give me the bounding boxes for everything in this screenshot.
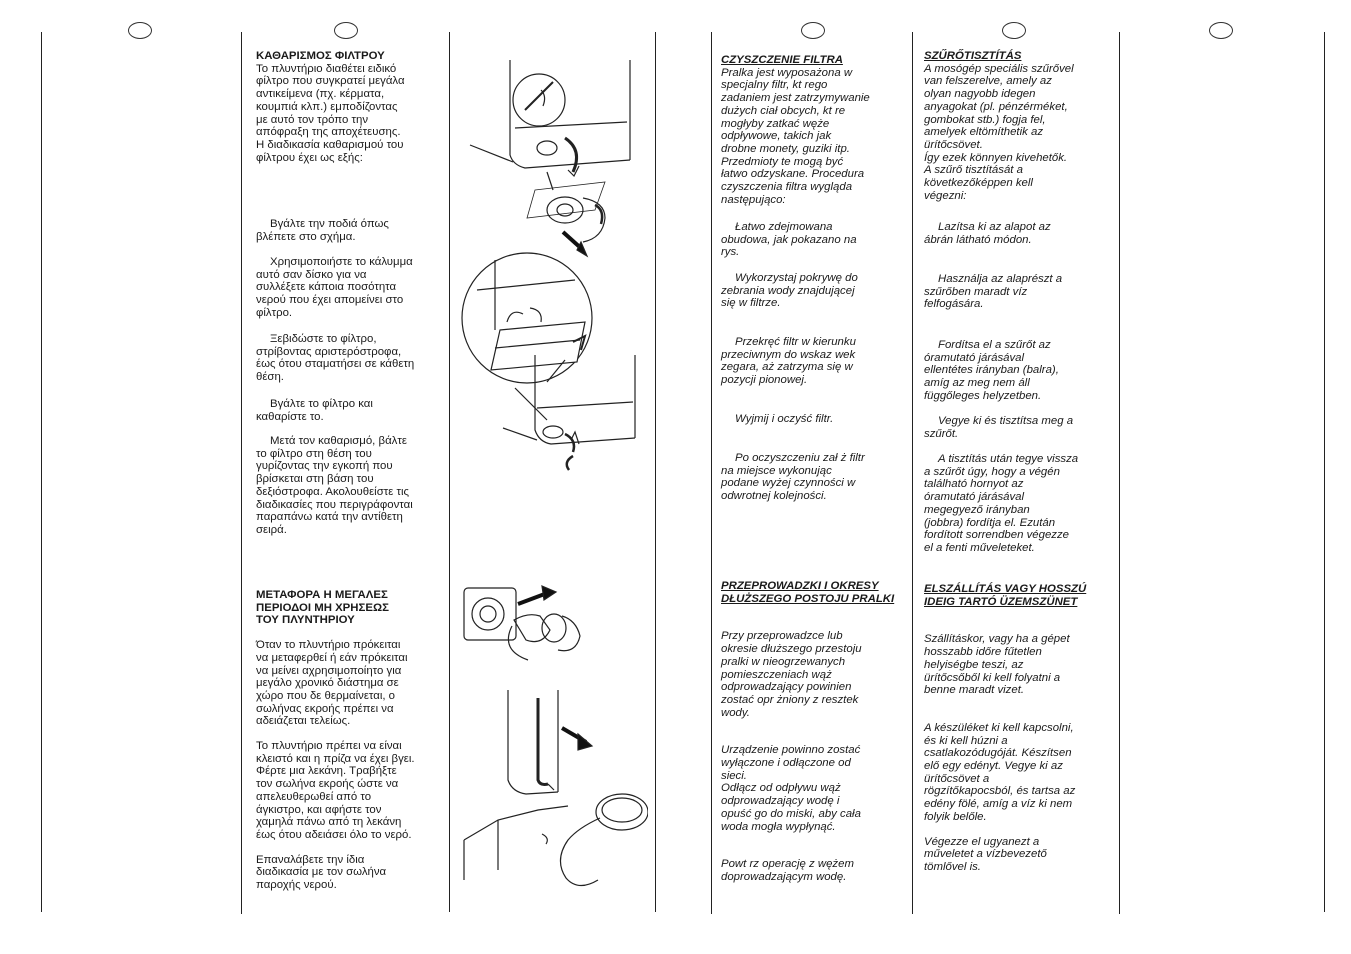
text-line: Vegye ki és tisztítsa meg a (938, 415, 1074, 427)
text-line: ürítőcsövet. (924, 138, 983, 151)
text-line: Urządzenie powinno zostać (721, 744, 861, 757)
text-line: φίλτρο που συγκρατεί μεγάλα (256, 75, 405, 88)
transport-paragraph (256, 639, 438, 728)
text-line: függőleges helyzetben. (924, 389, 1042, 402)
text-line: tömlővel is. (924, 860, 981, 873)
text-line: έως ότου σταματήσει σε κάθετη (256, 358, 415, 371)
text-line: a szűrőt úgy, hogy a végén (924, 465, 1060, 478)
text-line: καθαρίστε το. (256, 410, 324, 423)
polish-step-3 (721, 336, 905, 387)
transport-paragraph (721, 858, 905, 883)
text-line: helyiségbe teszi, az (924, 658, 1024, 671)
text-line: διαδικασίες που περιγράφονται (256, 498, 413, 511)
text-line: νερού που έχει απομείνει στο (256, 294, 404, 307)
step-text (721, 413, 905, 426)
text-line: A mosógép speciális szűrővel (924, 62, 1074, 75)
text-line: czyszczenia filtra wygląda (721, 181, 853, 194)
text-line: κλειστό και η πρίζα να έχει βγει. (256, 752, 415, 765)
column-divider (1324, 32, 1325, 912)
text-line: αδειάζεται τελείως. (256, 715, 351, 728)
text-line: διαδικασία με τον σωλήνα (256, 866, 387, 879)
filter-cleaning-title: CZYSZCZENIE FILTRA (721, 54, 843, 66)
step-text (256, 435, 438, 537)
greek-step-4 (256, 398, 438, 423)
text-line: A szűrő tisztítását a (924, 164, 1023, 177)
text-line: IDEIG TARTÓ ÜZEMSZÜNET (924, 595, 1078, 608)
transport-paragraph (721, 630, 905, 719)
text-line: γυρίζοντας την εγκοπή που (256, 460, 393, 473)
text-line: podane wyżej czynności w (721, 477, 856, 490)
text-line: amelyek eltömíthetik az (924, 126, 1044, 139)
text-line: rögzítőkapocsból, és tartsa az (924, 785, 1076, 798)
column-divider (912, 32, 913, 914)
text-line: okresie dłuższego przestoju (721, 643, 862, 656)
hungarian-column (924, 50, 1110, 202)
text-line: hosszabb időre fűtetlen (924, 646, 1042, 659)
text-line: felfogására. (924, 298, 984, 311)
text-line: σειρά. (256, 523, 287, 536)
step-text (256, 333, 438, 384)
text-line: μεγάλο χρονικό διάστημα σε (256, 677, 399, 690)
text-line: Όταν το πλυντήριο πρόκειται (256, 639, 401, 652)
transport-title (924, 583, 1110, 608)
text-line: έως ότου αδειάσει όλο το νερό. (256, 828, 412, 841)
hungarian-step-2 (924, 273, 1110, 311)
text-line: PRZEPROWADZKI I OKRESY (721, 580, 879, 592)
text-line: Μετά τον καθαρισμό, βάλτε (270, 435, 407, 447)
text-line: zostać opr żniony z resztek (721, 693, 859, 706)
transport-drain-illustration (458, 580, 648, 900)
text-line: Powt rz operację z wężem (721, 858, 854, 871)
text-line: θέση. (256, 371, 284, 384)
text-line: łatwo odzyskane. Procedura (721, 168, 865, 181)
text-line: αυτό σαν δίσκο για να (256, 268, 367, 281)
text-line: óramutató járásával (924, 351, 1025, 364)
text-line: αντικείμενα (πχ. κέρματα, (256, 88, 385, 101)
greek-step-3 (256, 333, 438, 384)
text-line: ürítőcsövet a (924, 772, 990, 785)
step-text (721, 336, 905, 387)
hungarian-step-3 (924, 339, 1110, 403)
text-line: el a fenti műveleteket. (924, 541, 1035, 554)
text-line: Végezze el ugyanezt a (924, 835, 1040, 848)
text-line: olyan nagyobb idegen (924, 88, 1036, 101)
text-line: Przy przeprowadzce lub (721, 630, 843, 643)
text-line: Így ezek könnyen kivehetők. (924, 151, 1068, 164)
text-line: Βγάλτε το φίλτρο και (270, 398, 373, 410)
text-line: szűrőt. (924, 427, 959, 440)
text-line: odwrotnej kolejności. (721, 490, 827, 503)
polish-column (721, 54, 905, 206)
text-line: βρίσκεται στη βάση του (256, 473, 374, 486)
text-line: στρίβοντας αριστερόστροφα, (256, 345, 402, 358)
step-text (924, 339, 1110, 403)
text-line: Przekręć filtr w kierunku (735, 336, 856, 348)
text-line: pozycji pionowej. (721, 374, 808, 387)
polish-step-4 (721, 413, 905, 426)
greek-transport (256, 589, 438, 892)
text-line: óramutató járásával (924, 491, 1025, 504)
text-line: Το πλυντήριο διαθέτει ειδικό (256, 62, 397, 75)
text-line: pomieszczeniach wąż (721, 668, 832, 681)
text-line: Wykorzystaj pokrywę do (735, 272, 858, 284)
column-divider (1119, 32, 1120, 914)
text-line: ΤΟΥ ΠΛΥΝΤΗΡΙΟΥ (256, 614, 355, 627)
text-line: A készüléket ki kell kapcsolni, (924, 721, 1074, 734)
text-line: φίλτρο. (256, 306, 293, 319)
text-line: specjalny filtr, kt rego (721, 79, 828, 92)
text-line: Fordítsa el a szűrőt az (938, 339, 1051, 351)
text-line: edény fölé, amíg a víz ki nem (924, 798, 1073, 811)
transport-paragraph (256, 740, 438, 842)
text-line: χώρο που δε θερμαίνεται, ο (256, 689, 396, 702)
text-line: Βγάλτε την ποδιά όπως (270, 218, 389, 230)
text-line: συλλέξετε κάποια ποσότητα (256, 281, 397, 294)
step-text (256, 398, 438, 423)
text-line: ΜΕΤΑΦΟΡΑ Η ΜΕΓΑΛΕΣ (256, 589, 388, 601)
text-line: Χρησιμοποιήστε το κάλυμμα (270, 256, 413, 268)
text-line: Łatwo zdejmowana (735, 221, 833, 233)
step-text (256, 256, 438, 320)
step-text (924, 453, 1110, 555)
text-line: βλέπετε στο σχήμα. (256, 230, 356, 243)
transport-paragraph (256, 854, 438, 892)
text-line: rys. (721, 246, 740, 259)
text-line: ellentétes irányban (balra), (924, 364, 1059, 377)
polish-step-5 (721, 452, 905, 503)
column-divider (41, 32, 42, 912)
text-line: Po oczyszczeniu zał ż filtr (735, 452, 865, 464)
text-line: műveletet a vízbevezető (924, 848, 1047, 861)
text-line: folyik belőle. (924, 810, 987, 823)
hungarian-step-1 (924, 221, 1110, 246)
language-marker (128, 22, 152, 39)
text-line: Szállításkor, vagy ha a gépet (924, 633, 1070, 646)
text-line: wody. (721, 706, 750, 719)
text-line: Pralka jest wyposażona w (721, 66, 853, 79)
text-line: wyłączone i odłączone od (721, 757, 851, 770)
filter-intro (256, 63, 438, 165)
step-text (721, 272, 905, 310)
text-line: Przedmioty te mogą być (721, 155, 844, 168)
text-line: odpływowe, takich jak (721, 130, 832, 143)
text-line: ábrán látható módon. (924, 233, 1032, 246)
greek-step-1 (256, 218, 438, 243)
transport-paragraph (924, 722, 1110, 824)
text-line: dużych ciał obcych, kt re (721, 104, 846, 117)
text-line: τον σωλήνα εκροής ώστε να (256, 778, 399, 791)
text-line: zegara, aż zatrzyma się w (721, 361, 853, 374)
text-line: φίλτρου έχει ως εξής: (256, 151, 363, 164)
text-line: Η διαδικασία καθαρισμού του (256, 138, 404, 151)
text-line: Ξεβιδώστε το φίλτρο, (270, 333, 377, 345)
filter-removal-illustration (455, 60, 645, 475)
text-line: następująco: (721, 193, 786, 206)
text-line: άγκιστρο, και αφήστε τον (256, 803, 382, 816)
hungarian-step-4 (924, 415, 1110, 440)
text-line: Használja az alaprészt a (938, 273, 1063, 285)
text-line: odprowadzający powinien (721, 681, 852, 694)
language-marker (1209, 22, 1233, 39)
transport-title (256, 589, 438, 627)
step-text (721, 452, 905, 503)
text-line: ürítőcsőből ki kell folyatni a (924, 671, 1061, 684)
greek-step-2 (256, 256, 438, 320)
text-line: ELSZÁLLÍTÁS VAGY HOSSZÚ (924, 583, 1087, 595)
step-text (924, 273, 1110, 311)
text-line: κουμπιά κλπ.) εμποδίζοντας (256, 100, 398, 113)
transport-paragraph (924, 633, 1110, 697)
hungarian-transport (924, 583, 1110, 874)
text-line: csatlakozódugóját. Készítsen (924, 747, 1072, 760)
hungarian-step-5 (924, 453, 1110, 555)
step-text (256, 218, 438, 243)
text-line: με αυτό τον τρόπο την (256, 113, 369, 126)
greek-step-5 (256, 435, 438, 537)
text-line: drobne monety, guziki itp. (721, 142, 850, 155)
language-marker (334, 22, 358, 39)
text-line: zadaniem jest zatrzymywanie (721, 92, 870, 105)
text-line: το φίλτρο στη θέση του (256, 447, 372, 460)
text-line: következőképpen kell (924, 177, 1033, 190)
text-line: van felszerelve, amely az (924, 75, 1052, 88)
text-line: mogłyby zatkać węże (721, 117, 830, 130)
text-line: απελευθερωθεί από το (256, 790, 372, 803)
greek-column (256, 50, 438, 164)
text-line: Φέρτε μια λεκάνη. Τραβήξτε (256, 765, 397, 778)
text-line: elő egy edényt. Vegye ki az (924, 760, 1063, 773)
text-line: παραπάνω κατά την αντίθετη (256, 511, 403, 524)
text-line: χαμηλά πάνω από τη λεκάνη (256, 816, 402, 829)
text-line: DŁUŻSZEGO POSTOJU PRALKI (721, 592, 895, 605)
filter-cleaning-title: ΚΑΘΑΡΙΣΜΟΣ ΦΙΛΤΡΟΥ (256, 50, 385, 62)
transport-title (721, 580, 905, 605)
text-line: és ki kell húzni a (924, 734, 1008, 747)
text-line: Επαναλάβετε την ίδια (256, 853, 365, 866)
text-line: végezni: (924, 189, 967, 202)
filter-cleaning-title: SZŰRŐTISZTÍTÁS (924, 50, 1022, 62)
filter-intro (721, 67, 905, 207)
text-line: δεξιόστροφα. Ακολουθείστε τις (256, 485, 409, 498)
column-divider (449, 32, 450, 912)
transport-paragraph (721, 744, 905, 833)
text-line: ΠΕΡΙΟΔΟΙ ΜΗ ΧΡΗΣΕΩΣ (256, 601, 389, 614)
language-marker (801, 22, 825, 39)
text-line: doprowadzającym wodę. (721, 870, 847, 883)
text-line: Lazítsa ki az alapot az (938, 221, 1051, 233)
transport-paragraph (924, 836, 1110, 874)
text-line: na miejsce wykonując (721, 464, 832, 477)
text-line: się w filtrze. (721, 297, 781, 310)
column-divider (241, 32, 242, 914)
text-line: megegyező irányban (924, 503, 1030, 516)
text-line: σωλήνας εκροής πρέπει να (256, 702, 394, 715)
text-line: odprowadzający wodę i (721, 795, 840, 808)
language-marker (1002, 22, 1026, 39)
column-divider (711, 32, 712, 914)
polish-step-1 (721, 221, 905, 259)
text-line: pralki w nieogrzewanych (721, 655, 846, 668)
step-text (924, 415, 1110, 440)
text-line: gombokat stb.) fogja fel, (924, 113, 1046, 126)
text-line: (jobbra) fordítja el. Ezután (924, 516, 1056, 529)
text-line: przeciwnym do wskaz wek (721, 348, 856, 361)
column-divider (655, 32, 656, 912)
text-line: szűrőben maradt víz (924, 285, 1028, 298)
polish-transport (721, 580, 905, 884)
text-line: Το πλυντήριο πρέπει να είναι (256, 740, 402, 753)
text-line: απόφραξη της αποχέτευσης. (256, 126, 401, 139)
step-text (924, 221, 1110, 246)
text-line: Odłącz od odpływu wąż (721, 782, 841, 795)
step-text (721, 221, 905, 259)
text-line: A tisztítás után tegye vissza (938, 453, 1079, 465)
text-line: παροχής νερού. (256, 879, 337, 892)
text-line: fordított sorrendben végezze (924, 529, 1070, 542)
text-line: benne maradt vizet. (924, 684, 1025, 697)
filter-intro (924, 63, 1110, 203)
text-line: Wyjmij i oczyść filtr. (735, 413, 834, 425)
text-line: να μείνει αχρησιμοποίητο για (256, 664, 402, 677)
text-line: woda mogła wypłynąć. (721, 820, 836, 833)
polish-step-2 (721, 272, 905, 310)
text-line: zebrania wody znajdującej (721, 284, 855, 297)
text-line: található hornyot az (924, 478, 1024, 491)
text-line: να μεταφερθεί ή εάν πρόκειται (256, 651, 408, 664)
text-line: amíg az meg nem áll (924, 377, 1030, 390)
text-line: anyagokat (pl. pénzérméket, (924, 100, 1068, 113)
text-line: obudowa, jak pokazano na (721, 233, 857, 246)
text-line: opuść go do miski, aby cała (721, 807, 861, 820)
text-line: sieci. (721, 769, 747, 782)
